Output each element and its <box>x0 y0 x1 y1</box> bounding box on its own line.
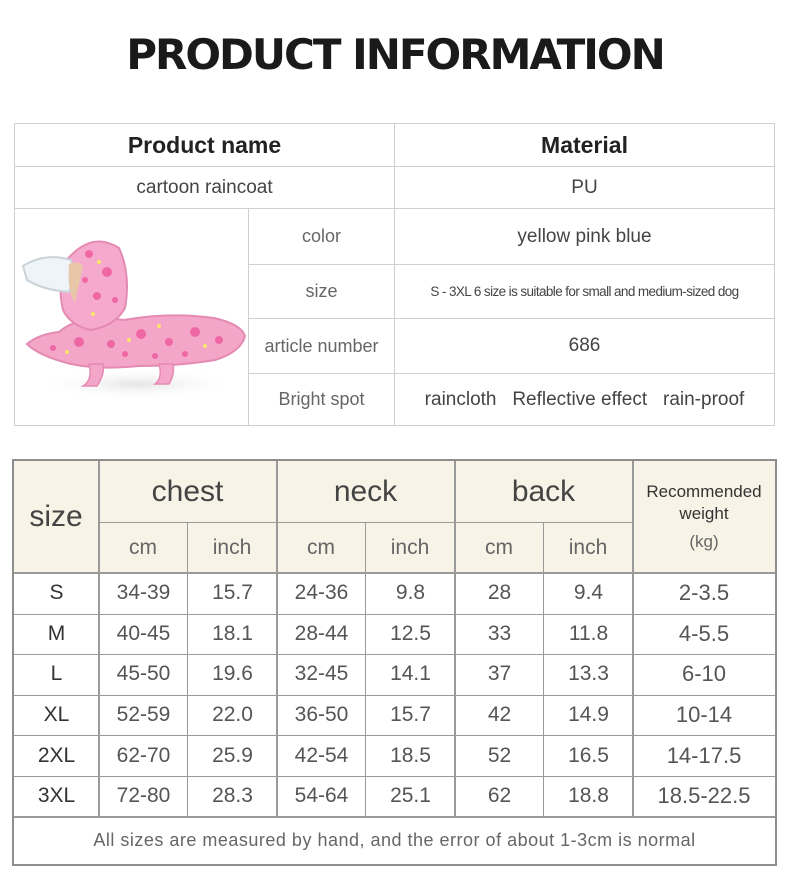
label-size: size <box>305 281 338 301</box>
grid-line <box>14 776 775 777</box>
cell-back-inch: 11.8 <box>568 621 609 645</box>
grid-line <box>187 523 188 816</box>
recommended-weight-header <box>633 461 775 572</box>
cell-neck-inch: 14.1 <box>390 662 431 686</box>
page-title: PRODUCT INFORMATION <box>126 30 664 79</box>
cell-back-inch: 16.5 <box>568 743 609 767</box>
cell-neck-inch: 12.5 <box>390 621 431 645</box>
cell-chest-cm: 45-50 <box>116 662 171 686</box>
raincoat-product-image <box>19 214 247 420</box>
cell-chest-inch: 22.0 <box>212 703 253 727</box>
cell-neck-cm: 24-36 <box>294 581 349 605</box>
cell-size: L <box>50 662 63 686</box>
cell-neck-cm: 32-45 <box>294 662 349 686</box>
product-name-value: cartoon raincoat <box>136 176 273 198</box>
unit-back-inch: inch <box>568 535 608 559</box>
cell-size: XL <box>43 703 70 727</box>
value-article-number: 686 <box>568 335 601 356</box>
chest-header: chest <box>151 474 224 508</box>
cell-back-inch: 9.4 <box>573 581 604 605</box>
cell-back-inch: 18.8 <box>568 784 609 808</box>
neck-header: neck <box>333 474 398 508</box>
cell-chest-inch: 15.7 <box>212 581 253 605</box>
recommended-weight-label: Recommended weight <box>646 481 762 523</box>
cell-chest-cm: 62-70 <box>116 743 171 767</box>
grid-line <box>632 461 634 816</box>
cell-chest-cm: 52-59 <box>116 703 171 727</box>
cell-chest-inch: 19.6 <box>212 662 253 686</box>
product-info-table <box>14 123 775 426</box>
grid-line <box>365 523 366 816</box>
grid-line <box>99 522 633 523</box>
cell-neck-inch: 25.1 <box>390 784 431 808</box>
header-material: Material <box>541 131 628 158</box>
value-color: yellow pink blue <box>517 225 652 247</box>
grid-line <box>98 461 100 816</box>
unit-back-cm: cm <box>485 535 513 559</box>
grid-line <box>14 816 775 818</box>
cell-neck-cm: 54-64 <box>294 784 349 808</box>
size-column-header: size <box>29 499 83 533</box>
cell-neck-inch: 18.5 <box>390 743 431 767</box>
cell-weight: 6-10 <box>681 661 727 687</box>
cell-chest-cm: 72-80 <box>116 784 171 808</box>
grid-line <box>14 614 775 615</box>
cell-chest-inch: 18.1 <box>212 621 253 645</box>
cell-chest-inch: 28.3 <box>212 784 253 808</box>
grid-line <box>14 654 775 655</box>
cell-size: S <box>49 581 64 605</box>
cell-back-cm: 28 <box>487 581 512 605</box>
grid-line <box>14 572 775 574</box>
unit-chest-cm: cm <box>129 535 157 559</box>
label-article-number: article number <box>264 335 379 356</box>
size-chart-table <box>12 459 777 866</box>
cell-neck-cm: 36-50 <box>294 703 349 727</box>
cell-weight: 10-14 <box>675 702 733 728</box>
cell-back-inch: 14.9 <box>568 703 609 727</box>
grid-line <box>276 461 278 816</box>
material-value: PU <box>571 176 598 198</box>
cell-back-cm: 62 <box>487 784 512 808</box>
cell-back-cm: 52 <box>487 743 512 767</box>
recommended-weight-unit: (kg) <box>689 531 719 551</box>
cell-chest-cm: 34-39 <box>116 581 171 605</box>
label-bright-spot: Bright spot <box>278 389 365 409</box>
back-header: back <box>511 474 576 508</box>
unit-neck-cm: cm <box>307 535 335 559</box>
cell-neck-cm: 42-54 <box>294 743 349 767</box>
cell-weight: 4-5.5 <box>678 620 730 646</box>
cell-back-inch: 13.3 <box>568 662 609 686</box>
cell-neck-cm: 28-44 <box>294 621 349 645</box>
cell-neck-inch: 15.7 <box>390 703 431 727</box>
unit-neck-inch: inch <box>390 535 430 559</box>
grid-line <box>454 461 456 816</box>
cell-back-cm: 42 <box>487 703 512 727</box>
grid-line <box>543 523 544 816</box>
grid-line <box>14 735 775 736</box>
cell-size: M <box>47 621 66 645</box>
unit-chest-inch: inch <box>212 535 252 559</box>
header-product-name: Product name <box>127 131 282 158</box>
value-size: S - 3XL 6 size is suitable for small and medium-sized dog <box>430 284 739 299</box>
cell-weight: 14-17.5 <box>666 742 742 768</box>
cell-neck-inch: 9.8 <box>395 581 426 605</box>
cell-back-cm: 37 <box>487 662 512 686</box>
grid-line <box>14 695 775 696</box>
measurement-note: All sizes are measured by hand, and the error of about 1-3cm is normal <box>93 830 696 850</box>
value-bright-spot: raincloth Reflective effect rain-proof <box>424 388 745 410</box>
cell-chest-inch: 25.9 <box>212 743 253 767</box>
cell-back-cm: 33 <box>487 621 512 645</box>
cell-size: 2XL <box>37 743 76 767</box>
cell-chest-cm: 40-45 <box>116 621 171 645</box>
cell-weight: 18.5-22.5 <box>657 783 751 809</box>
label-color: color <box>301 226 341 246</box>
cell-weight: 2-3.5 <box>678 580 730 606</box>
cell-size: 3XL <box>37 784 76 808</box>
